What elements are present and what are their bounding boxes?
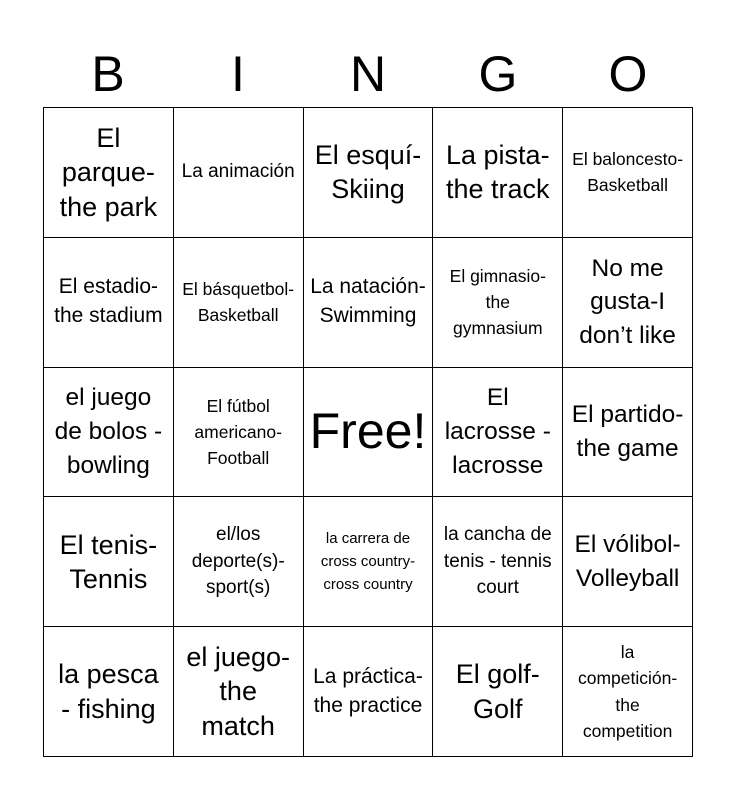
header-letter-b: B bbox=[91, 46, 125, 102]
bingo-cell[interactable]: El fútbol americano-Football bbox=[174, 368, 304, 498]
bingo-cell[interactable]: El estadio-the stadium bbox=[44, 238, 174, 368]
bingo-cell[interactable]: el juego de bolos - bowling bbox=[44, 368, 174, 498]
header-letter-o: O bbox=[608, 46, 648, 102]
bingo-cell[interactable]: La natación-Swimming bbox=[304, 238, 434, 368]
bingo-header bbox=[43, 40, 693, 108]
bingo-cell[interactable]: No me gusta-I don’t like bbox=[563, 238, 693, 368]
bingo-cell[interactable]: El parque-the park bbox=[44, 108, 174, 238]
bingo-cell[interactable]: la carrera de cross country-cross country bbox=[304, 497, 434, 627]
bingo-cell[interactable]: El esquí-Skiing bbox=[304, 108, 434, 238]
bingo-cell[interactable]: El partido-the game bbox=[563, 368, 693, 498]
bingo-cell[interactable]: La animación bbox=[174, 108, 304, 238]
bingo-cell[interactable]: El tenis-Tennis bbox=[44, 497, 174, 627]
bingo-cell[interactable]: La pista-the track bbox=[433, 108, 563, 238]
bingo-cell[interactable]: El lacrosse -lacrosse bbox=[433, 368, 563, 498]
bingo-card-grid bbox=[43, 107, 693, 757]
bingo-cell[interactable]: la cancha de tenis - tennis court bbox=[433, 497, 563, 627]
bingo-cell[interactable]: El básquetbol-Basketball bbox=[174, 238, 304, 368]
bingo-cell[interactable]: el/los deporte(s)-sport(s) bbox=[174, 497, 304, 627]
header-letter-i: I bbox=[231, 46, 245, 102]
bingo-cell[interactable]: la pesca - fishing bbox=[44, 627, 174, 757]
free-space-cell[interactable]: Free! bbox=[304, 368, 434, 498]
bingo-cell[interactable]: la competición-the competition bbox=[563, 627, 693, 757]
bingo-cell[interactable]: el juego-the match bbox=[174, 627, 304, 757]
bingo-cell[interactable]: El golf-Golf bbox=[433, 627, 563, 757]
header-letter-g: G bbox=[478, 46, 518, 102]
bingo-cell[interactable]: El baloncesto-Basketball bbox=[563, 108, 693, 238]
bingo-cell[interactable]: El gimnasio-the gymnasium bbox=[433, 238, 563, 368]
bingo-cell[interactable]: El vólibol-Volleyball bbox=[563, 497, 693, 627]
header-letter-n: N bbox=[349, 46, 387, 102]
bingo-cell[interactable]: La práctica-the practice bbox=[304, 627, 434, 757]
